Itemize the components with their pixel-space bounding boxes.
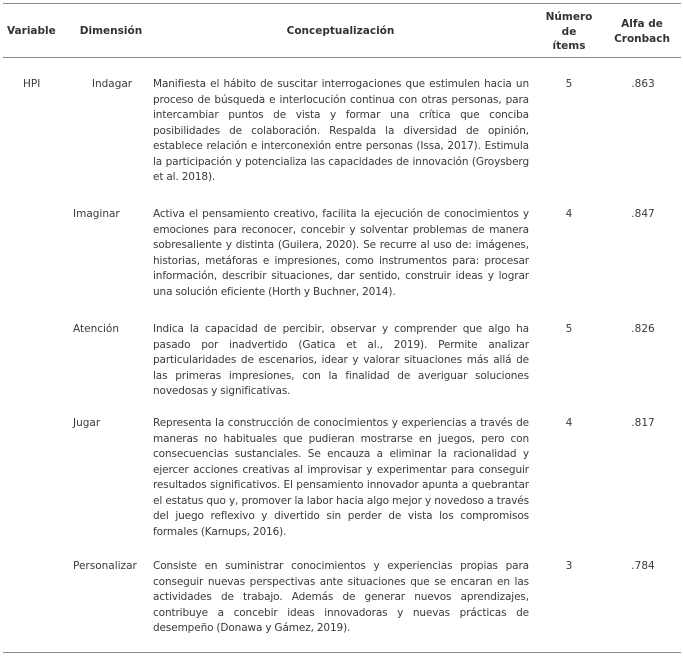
row-item-count: 4 [565, 417, 573, 429]
conceptualization-table [3, 3, 681, 653]
header-cronbach-alpha-line1: Alfa de [621, 18, 663, 30]
row-item-count: 3 [565, 560, 573, 572]
row-dimension: Jugar [73, 417, 101, 429]
header-conceptualization: Conceptualización [286, 25, 395, 37]
row-cronbach-alpha: .784 [631, 560, 655, 572]
row-conceptualization: Indica la capacidad de percibir, observar y comprender que algo ha pasado por inadvertido (Gatica et al., 2019). Permite analizar particularidades de escenarios, idear y valorar situaciones más allá de las primeras impresiones, con la finalidad de averiguar soluciones novedosas y significativas. [153, 323, 529, 397]
header-cronbach-alpha [603, 17, 681, 46]
row-conceptualization: Representa la construcción de conocimientos y experiencias a través de maneras no habituales que pudieran mostrarse en juegos, pero con consecuencias sustanciales. Se encauza a eliminar la racionalidad y ejercer acciones creativas al improvisar y experimentar para conseguir resultados significativos. El pensamiento innovador apunta a quebrantar el estatus quo y, promover la labor hacia algo mejor y novedoso a través del juego reflexivo y divertido sin perder de vista los compromisos formales (Karnups, 2016). [153, 417, 529, 538]
header-cronbach-alpha-line2: Cronbach [614, 32, 670, 45]
header-item-count-line1: Número [545, 11, 593, 23]
row-cronbach-alpha: .863 [631, 78, 655, 90]
header-item-count-line3: ítems [552, 40, 586, 52]
row-dimension: Imaginar [73, 208, 120, 220]
row-dimension: Indagar [91, 78, 133, 90]
row-dimension: Atención [73, 323, 119, 335]
header-variable: Variable [7, 25, 56, 37]
row-cronbach-alpha: .847 [631, 208, 655, 220]
row-conceptualization: Consiste en suministrar conocimientos y experiencias propias para conseguir nuevas perspectivas ante situaciones que se encaran en las actividades de trabajo. Además de generar nuevos aprendizajes, contribuye a concebir ideas innovadoras y nuevas prácticas de desempeño (Donawa y Gámez, 2019). [153, 560, 529, 634]
row-cronbach-alpha: .817 [631, 417, 655, 429]
row-variable: HPI [23, 78, 41, 90]
table-header [3, 4, 681, 58]
row-item-count: 5 [565, 78, 573, 90]
row-item-count: 4 [565, 208, 573, 220]
row-conceptualization: Manifiesta el hábito de suscitar interrogaciones que estimulen hacia un proceso de búsqueda e interlocución continua con otras personas, para intercambiar puntos de vista y formar una crítica que conciba posibilidades de colaboración. Respalda la diversidad de opinión, establece relación e interconexión entre personas (Issa, 2017). Estimula la participación y potencializa las capacidades de innovación (Groysberg et al. 2018). [153, 78, 529, 183]
header-dimension: Dimensión [79, 25, 143, 37]
header-item-count [533, 10, 605, 54]
header-item-count-line2: de [561, 25, 577, 38]
row-conceptualization: Activa el pensamiento creativo, facilita la ejecución de conocimientos y emociones para reconocer, concebir y solventar problemas de manera sobresaliente y distinta (Guilera, 2020). Se recurre al uso de: imágenes, historias, metáforas e impresiones, como instrumentos para: procesar información, describir situaciones, dar sentido, construir ideas y lograr una solución eficiente (Horth y Buchner, 2014). [153, 208, 529, 298]
row-cronbach-alpha: .826 [631, 323, 655, 335]
row-item-count: 5 [565, 323, 573, 335]
row-dimension: Personalizar [73, 560, 137, 572]
